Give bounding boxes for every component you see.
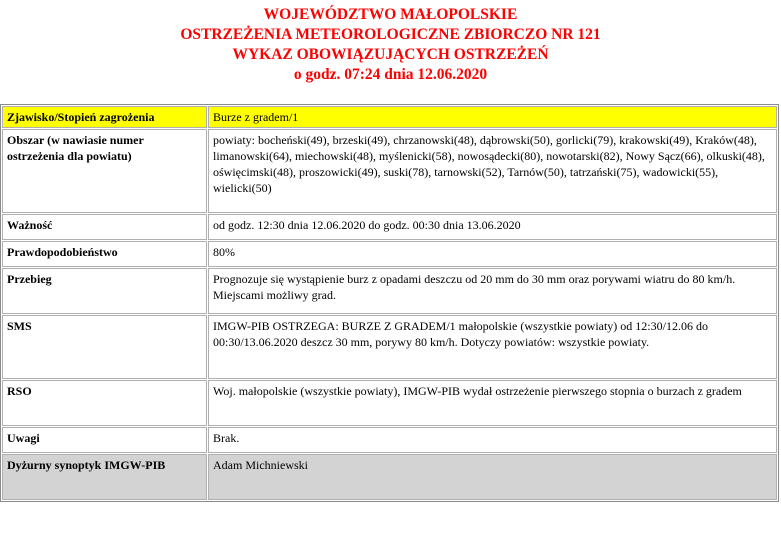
row-probability — [2, 241, 777, 267]
row-rso — [2, 380, 777, 426]
sms-label: SMS — [2, 315, 207, 379]
rso-label: RSO — [2, 380, 207, 426]
rso-value: Woj. małopolskie (wszystkie powiaty), IMGW-PIB wydał ostrzeżenie pierwszego stopnia o burzach z gradem — [208, 380, 777, 426]
probability-label: Prawdopodobieństwo — [2, 241, 207, 267]
row-sms — [2, 315, 777, 379]
bulletin-title: OSTRZEŻENIA METEOROLOGICZNE ZBIORCZO NR 121 — [180, 26, 601, 43]
validity-value: od godz. 12:30 dnia 12.06.2020 do godz. 00:30 dnia 13.06.2020 — [208, 214, 777, 240]
list-title: WYKAZ OBOWIĄZUJĄCYCH OSTRZEŻEŃ — [232, 46, 549, 63]
issue-time: o godz. 07:24 dnia 12.06.2020 — [293, 66, 488, 83]
validity-label: Ważność — [2, 214, 207, 240]
warning-header — [0, 0, 781, 96]
region-title: WOJEWÓDZTWO MAŁOPOLSKIE — [263, 6, 518, 23]
row-course — [2, 268, 777, 314]
phenomenon-label: Zjawisko/Stopień zagrożenia — [2, 106, 207, 128]
area-value: powiaty: bocheński(49), brzeski(49), chrzanowski(48), dąbrowski(50), gorlicki(79), krakowski(49), Kraków(48), limanowski(64), miechowski(48), myślenicki(58), nowosądecki(80), nowotarski(82), Nowy Sącz(66), olkuski(48), oświęcimski(48), proszowicki(49), suski(78), tarnowski(52), Tarnów(50), tatrzański(75), wadowicki(55), wielicki(50) — [208, 129, 777, 213]
course-value: Prognozuje się wystąpienie burz z opadami deszczu od 20 mm do 30 mm oraz porywami wiatru do 80 km/h. Miejscami możliwy grad. — [208, 268, 777, 314]
row-remarks — [2, 427, 777, 453]
probability-value: 80% — [208, 241, 777, 267]
duty-forecaster-label: Dyżurny synoptyk IMGW-PIB — [2, 454, 207, 500]
duty-forecaster-value: Adam Michniewski — [208, 454, 777, 500]
row-area — [2, 129, 777, 213]
row-phenomenon — [2, 106, 777, 128]
area-label: Obszar (w nawiasie numer ostrzeżenia dla powiatu) — [2, 129, 207, 213]
remarks-value: Brak. — [208, 427, 777, 453]
row-duty-forecaster — [2, 454, 777, 500]
row-validity — [2, 214, 777, 240]
course-label: Przebieg — [2, 268, 207, 314]
remarks-label: Uwagi — [2, 427, 207, 453]
phenomenon-value: Burze z gradem/1 — [208, 106, 777, 128]
sms-value: IMGW-PIB OSTRZEGA: BURZE Z GRADEM/1 małopolskie (wszystkie powiaty) od 12:30/12.06 do 00:30/13.06.2020 deszcz 30 mm, porywy 80 km/h. Dotyczy powiatów: wszystkie powiaty. — [208, 315, 777, 379]
warning-table — [0, 104, 779, 502]
